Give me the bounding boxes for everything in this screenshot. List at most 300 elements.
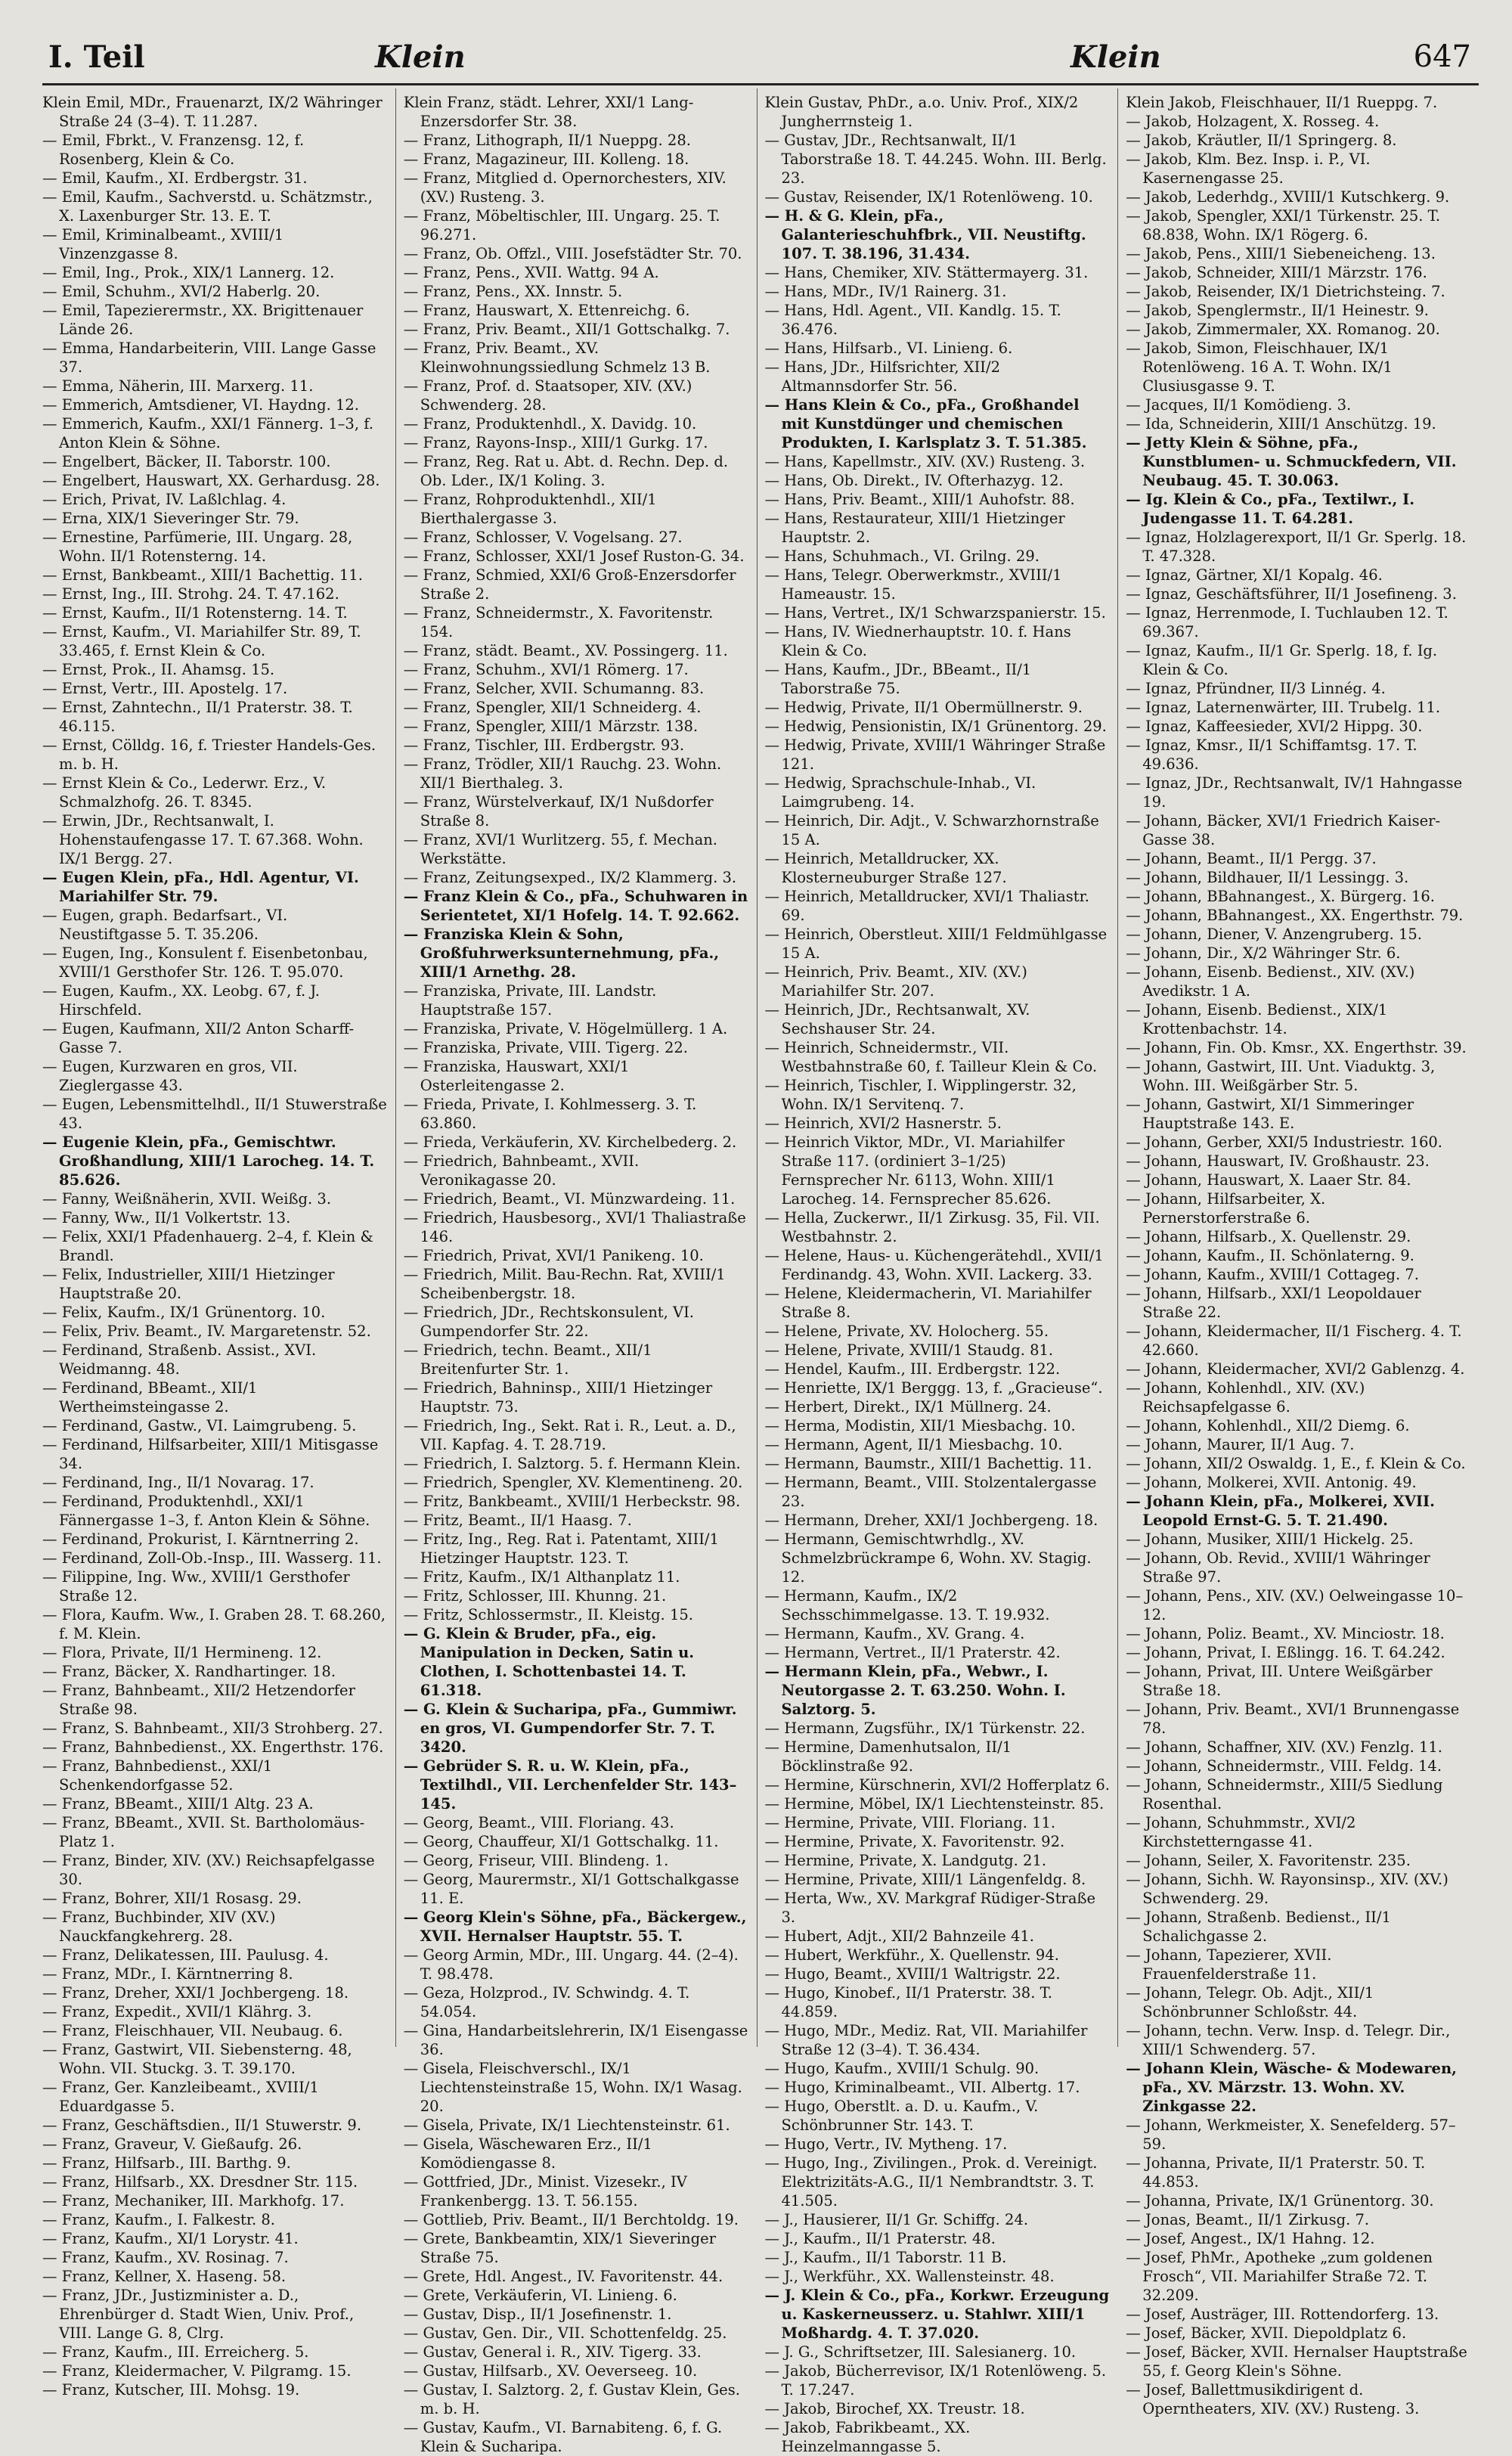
directory-entry: — Ferdinand, Prokurist, I. Kärntnerring 2. xyxy=(42,1530,359,1548)
directory-entry: — Franz, JDr., Justizminister a. D., Ehrenbürger d. Stadt Wien, Univ. Prof., VIII. Lange G. 8, Clrg. xyxy=(42,2287,355,2342)
directory-entry: — Engelbert, Bäcker, II. Taborstr. 100. xyxy=(42,453,331,470)
directory-entry: — Johann, Hauswart, X. Laaer Str. 84. xyxy=(1126,1171,1411,1189)
directory-entry: — Johann, Tapezierer, XVII. Frauenfelderstraße 11. xyxy=(1126,1946,1332,1983)
directory-entry: — Hermann, Baumstr., XIII/1 Bachettig. 11. xyxy=(764,1455,1092,1472)
directory-entry: — Helene, Private, XVIII/1 Staudg. 81. xyxy=(764,1341,1054,1359)
directory-entry: — Franz, Dreher, XXI/1 Jochbergeng. 18. xyxy=(42,1984,349,2002)
directory-entry: — Hugo, Kaufm., XVIII/1 Schulg. 90. xyxy=(764,2060,1040,2077)
directory-entry: — Geza, Holzprod., IV. Schwindg. 4. T. 54.054. xyxy=(403,1984,690,2020)
directory-entry: — Franz, Hilfsarb., XX. Dresdner Str. 115. xyxy=(42,2173,358,2191)
directory-entry: — Franz, Rohproduktenhdl., XII/1 Bierthalergasse 3. xyxy=(403,491,657,527)
directory-entry: — Friedrich, Bahninsp., XIII/1 Hietzinger Hauptstr. 73. xyxy=(403,1379,713,1416)
directory-entry: — Jakob, Spengler, XXI/1 Türkenstr. 25. T. 68.838, Wohn. IX/1 Rögerg. 6. xyxy=(1126,207,1441,243)
directory-entry: — Johann, Diener, V. Anzengruberg. 15. xyxy=(1126,926,1422,943)
directory-entry: — Erich, Privat, IV. Laßlchlag. 4. xyxy=(42,491,287,508)
directory-entry: — Hedwig, Private, II/1 Obermüllnerstr. 9. xyxy=(764,699,1083,716)
directory-entry: — Eugen, Ing., Konsulent f. Eisenbetonbau, XVIII/1 Gersthofer Str. 126. T. 95.070. xyxy=(42,944,368,981)
directory-entry: — Hugo, Ing., Zivilingen., Prok. d. Vereinigt. Elektrizitäts-A.G., II/1 Nembrandtstr. 3. T. 41.505. xyxy=(764,2154,1098,2209)
directory-entry: — Franz, BBeamt., XIII/1 Altg. 23 A. xyxy=(42,1795,314,1813)
directory-entry: — Ernst, Bankbeamt., XIII/1 Bachettig. 11. xyxy=(42,566,363,584)
directory-entry: — Ernestine, Parfümerie, III. Ungarg. 28, Wohn. II/1 Rotensterng. 14. xyxy=(42,529,353,565)
directory-entry: — Jakob, Fabrikbeamt., XX. Heinzelmanngasse 5. xyxy=(764,2419,971,2455)
directory-entry: — Erna, XIX/1 Sieveringer Str. 79. xyxy=(42,510,299,527)
directory-entry: — Hans Klein & Co., pFa., Großhandel mit Kunstdünger und chemischen Produkten, I. Karlsplatz 3. T. 51.385. xyxy=(764,396,1087,451)
directory-entry: — Jakob, Spenglermstr., II/1 Heinestr. 9. xyxy=(1126,302,1429,319)
directory-entry: — Johann, Werkmeister, X. Senefelderg. 57–59. xyxy=(1126,2116,1456,2153)
directory-entry: — Josef, Angest., IX/1 Hahng. 12. xyxy=(1126,2230,1375,2247)
directory-entry: — Frieda, Private, I. Kohlmesserg. 3. T. 63.860. xyxy=(403,1096,697,1132)
directory-entry: — Franz, Priv. Beamt., XV. Kleinwohnungssiedlung Schmelz 13 B. xyxy=(403,340,711,376)
directory-entry: Klein Emil, MDr., Frauenarzt, IX/2 Währinger Straße 24 (3–4). T. 11.287. xyxy=(42,94,383,130)
directory-entry: — Heinrich, Dir. Adjt., V. Schwarzhornstraße 15 A. xyxy=(764,812,1099,848)
directory-entry: — Franz, Schneidermstr., X. Favoritenstr. 154. xyxy=(403,604,714,640)
directory-entry: — Johann, Poliz. Beamt., XV. Minciostr. 18. xyxy=(1126,1625,1445,1642)
directory-entry: — Fanny, Weißnäherin, XVII. Weißg. 3. xyxy=(42,1190,332,1208)
column-2 xyxy=(395,88,757,2455)
directory-entry: — Hermann, Beamt., VIII. Stolzentalergasse 23. xyxy=(764,1474,1097,1510)
directory-entry: — Ferdinand, Gastw., VI. Laimgrubeng. 5. xyxy=(42,1417,357,1434)
directory-entry: — Johann, Eisenb. Bedienst., XIX/1 Krottenbachstr. 14. xyxy=(1126,1001,1388,1037)
directory-entry: — Hans, Kapellmstr., XIV. (XV.) Rusteng. 3. xyxy=(764,453,1086,470)
directory-entry: — Grete, Bankbeamtin, XIX/1 Sieveringer Straße 75. xyxy=(403,2230,716,2266)
directory-entry: — Hans, Restaurateur, XIII/1 Hietzinger Hauptstr. 2. xyxy=(764,510,1065,546)
directory-entry: — Ignaz, Kmsr., II/1 Schiffamtsg. 17. T. 49.636. xyxy=(1126,736,1418,773)
directory-entry: — Jakob, Lederhdg., XVIII/1 Kutschkerg. 9. xyxy=(1126,188,1450,206)
directory-entry: — Franziska, Private, III. Landstr. Hauptstraße 157. xyxy=(403,982,657,1019)
directory-entry: — Jetty Klein & Söhne, pFa., Kunstblumen- u. Schmuckfedern, VII. Neubaug. 45. T. 30.063. xyxy=(1126,434,1457,489)
directory-entry: — Johann, Schaffner, XIV. (XV.) Fenzlg. 11. xyxy=(1126,1738,1442,1756)
volume-label: I. Teil xyxy=(48,39,145,75)
directory-entry: — Ignaz, Laternenwärter, III. Trubelg. 11. xyxy=(1126,699,1441,716)
directory-entry: — Heinrich, Priv. Beamt., XIV. (XV.) Mariahilfer Str. 207. xyxy=(764,963,1027,1000)
directory-entry: — Fritz, Kaufm., IX/1 Althanplatz 11. xyxy=(403,1568,680,1586)
directory-entry: — Ernst, Ing., III. Strohg. 24. T. 47.162. xyxy=(42,585,339,603)
directory-entry: — Franz, Priv. Beamt., XII/1 Gottschalkg. 7. xyxy=(403,321,730,338)
directory-entry: — Johann, Telegr. Ob. Adjt., XII/1 Schönbrunner Schloßstr. 44. xyxy=(1126,1984,1374,2020)
directory-entry: — Ferdinand, BBeamt., XII/1 Wertheimsteingasse 2. xyxy=(42,1379,258,1416)
directory-entry: — Emil, Ing., Prok., XIX/1 Lannerg. 12. xyxy=(42,264,335,281)
directory-entry: — Heinrich, Tischler, I. Wipplingerstr. 32, Wohn. IX/1 Servitenq. 7. xyxy=(764,1077,1077,1113)
directory-entry: — J. G., Schriftsetzer, III. Salesianerg. 10. xyxy=(764,2343,1077,2361)
directory-entry: — Franz, Reg. Rat u. Abt. d. Rechn. Dep. d. Ob. Lder., IX/1 Koling. 3. xyxy=(403,453,729,489)
directory-entry: — Jakob, Schneider, XIII/1 Märzstr. 176. xyxy=(1126,264,1427,281)
directory-entry: — Felix, Industrieller, XIII/1 Hietzinger Hauptstraße 20. xyxy=(42,1266,335,1302)
directory-entry: — Franz, Schuhm., XVI/1 Römerg. 17. xyxy=(403,661,689,678)
directory-entry: — Franz, Würstelverkauf, IX/1 Nußdorfer Straße 8. xyxy=(403,793,714,830)
directory-entry: — Johann, Kleidermacher, XVI/2 Gablenzg. 4. xyxy=(1126,1360,1465,1378)
directory-entry: — J., Kaufm., II/1 Praterstr. 48. xyxy=(764,2230,996,2247)
directory-entry: — Jakob, Bücherrevisor, IX/1 Rotenlöweng. 5. T. 17.247. xyxy=(764,2362,1107,2399)
directory-entry: — Johann, Beamt., II/1 Pergg. 37. xyxy=(1126,850,1377,867)
directory-entry: — Hubert, Werkführ., X. Quellenstr. 94. xyxy=(764,1946,1059,1964)
directory-entry: — Friedrich, Hausbesorg., XVI/1 Thaliastraße 146. xyxy=(403,1209,746,1245)
directory-entry: — Johann, Schneidermstr., XIII/5 Siedlung Rosenthal. xyxy=(1126,1776,1443,1813)
directory-entry: — Hans, Telegr. Oberwerkmstr., XVIII/1 Hameaustr. 15. xyxy=(764,566,1062,603)
directory-entry: — Emil, Schuhm., XVI/2 Haberlg. 20. xyxy=(42,283,321,300)
directory-entry: — Johann, Kaufm., XVIII/1 Cottageg. 7. xyxy=(1126,1266,1419,1283)
directory-entry: — Jakob, Simon, Fleischhauer, IX/1 Rotenlöweng. 16 A. T. Wohn. IX/1 Clusiusgasse 9. T. xyxy=(1126,340,1393,395)
directory-entry: — Johann, Seiler, X. Favoritenstr. 235. xyxy=(1126,1852,1411,1869)
directory-entry: — Gustav, General i. R., XIV. Tigerg. 33. xyxy=(403,2343,702,2361)
running-head-left: Klein xyxy=(375,39,466,75)
directory-entry: — Fritz, Beamt., II/1 Haasg. 7. xyxy=(403,1512,632,1529)
directory-entry: — Fritz, Schlossermstr., II. Kleistg. 15. xyxy=(403,1606,693,1623)
directory-entry: — Ignaz, Herrenmode, I. Tuchlauben 12. T. 69.367. xyxy=(1126,604,1448,640)
directory-entry: — Hedwig, Sprachschule-Inhab., VI. Laimgrubeng. 14. xyxy=(764,774,1036,811)
directory-entry: — Ernst, Vertr., III. Apostelg. 17. xyxy=(42,680,288,697)
directory-entry: — Franz, Pens., XX. Innstr. 5. xyxy=(403,283,623,300)
directory-entry: — Johann, Hauswart, IV. Großhaustr. 23. xyxy=(1126,1152,1430,1170)
directory-entry: — Hans, JDr., Hilfsrichter, XII/2 Altmannsdorfer Str. 56. xyxy=(764,358,1000,395)
directory-entry: — Johann, Schuhmmstr., XVI/2 Kirchstetterngasse 41. xyxy=(1126,1814,1356,1850)
column-4 xyxy=(1117,88,1479,2417)
directory-entry: — Franz, Ob. Offzl., VIII. Josefstädter Str. 70. xyxy=(403,245,742,262)
directory-entry: — Eugenie Klein, pFa., Gemischtwr. Großhandlung, XIII/1 Larocheg. 14. T. 85.626. xyxy=(42,1133,375,1189)
directory-entry: — Ignaz, Kaufm., II/1 Gr. Sperlg. 18, f. Ig. Klein & Co. xyxy=(1126,642,1438,678)
directory-entry: — Franz, Pens., XVII. Wattg. 94 A. xyxy=(403,264,659,281)
directory-entry: — Emmerich, Kaufm., XXI/1 Fännerg. 1–3, f. Anton Klein & Söhne. xyxy=(42,415,373,451)
directory-columns xyxy=(42,88,1479,2455)
directory-entry: — Gustav, Disp., II/1 Josefinenstr. 1. xyxy=(403,2306,672,2323)
directory-entry: — Ernst Klein & Co., Lederwr. Erz., V. Schmalzhofg. 26. T. 8345. xyxy=(42,774,327,811)
directory-entry: — Johann, Kohlenhdl., XIV. (XV.) Reichsapfelgasse 6. xyxy=(1126,1379,1365,1416)
directory-entry: — Hans, Priv. Beamt., XIII/1 Auhofstr. 88. xyxy=(764,491,1075,508)
directory-entry: — Ignaz, Gärtner, XI/1 Kopalg. 46. xyxy=(1126,566,1383,584)
directory-entry: — Hans, MDr., IV/1 Rainerg. 31. xyxy=(764,283,1007,300)
directory-entry: — Johann, Hilfsarbeiter, X. Pernerstorferstraße 6. xyxy=(1126,1190,1326,1226)
directory-entry: — Friedrich, Spengler, XV. Klementineng. 20. xyxy=(403,1474,743,1491)
directory-entry: — Franz, Tischler, III. Erdbergstr. 93. xyxy=(403,736,685,754)
directory-entry: — H. & G. Klein, pFa., Galanterieschuhfbrk., VII. Neustiftg. 107. T. 38.196, 31.434. xyxy=(764,207,1086,262)
directory-entry: — Hermine, Damenhutsalon, II/1 Böcklinstraße 92. xyxy=(764,1738,1012,1775)
directory-entry: — Hugo, MDr., Mediz. Rat, VII. Mariahilfer Straße 12 (3–4). T. 36.434. xyxy=(764,2022,1088,2058)
directory-entry: — Hedwig, Pensionistin, IX/1 Grünentorg. 29. xyxy=(764,718,1107,735)
directory-entry: — Henriette, IX/1 Berggg. 13, f. „Gracieuse“. xyxy=(764,1379,1103,1397)
directory-entry: — Fanny, Ww., II/1 Volkertstr. 13. xyxy=(42,1209,291,1226)
directory-entry: — Frieda, Verkäuferin, XV. Kirchelbederg. 2. xyxy=(403,1133,737,1151)
directory-entry: — Jakob, Zimmermaler, XX. Romanog. 20. xyxy=(1126,321,1440,338)
directory-entry: — Johann, Gastwirt, III. Unt. Viaduktg. 3, Wohn. III. Weißgärber Str. 5. xyxy=(1126,1058,1436,1094)
directory-entry: — Heinrich, XVI/2 Hasnerstr. 5. xyxy=(764,1115,1002,1132)
directory-entry: — Hugo, Beamt., XVIII/1 Waltrigstr. 22. xyxy=(764,1965,1061,1983)
directory-entry: — Ignaz, Geschäftsführer, II/1 Josefineng. 3. xyxy=(1126,585,1457,603)
directory-entry: — Franz, BBeamt., XVII. St. Bartholomäus-Platz 1. xyxy=(42,1814,365,1850)
directory-entry: — Erwin, JDr., Rechtsanwalt, I. Hohenstaufengasse 17. T. 67.368. Wohn. IX/1 Bergg. 27. xyxy=(42,812,364,867)
directory-entry: — Hans, Vertret., IX/1 Schwarzspanierstr. 15. xyxy=(764,604,1106,622)
directory-entry: — Jakob, Birochef, XX. Treustr. 18. xyxy=(764,2400,1025,2417)
directory-entry: — Franz, Bahnbedienst., XX. Engerthstr. 176. xyxy=(42,1738,384,1756)
directory-entry: — Emma, Näherin, III. Marxerg. 11. xyxy=(42,377,314,395)
directory-entry: — Eugen, Kaufmann, XII/2 Anton Scharff-Gasse 7. xyxy=(42,1020,355,1056)
directory-entry: — Gustav, Hilfsarb., XV. Oeverseeg. 10. xyxy=(403,2362,698,2380)
directory-entry: — Gustav, Reisender, IX/1 Rotenlöweng. 10. xyxy=(764,188,1093,206)
directory-entry: — Ferdinand, Hilfsarbeiter, XIII/1 Mitisgasse 34. xyxy=(42,1436,379,1472)
directory-entry: — Johann, Pens., XIV. (XV.) Oelweingasse 10–12. xyxy=(1126,1587,1464,1623)
directory-entry: — Franz, Graveur, V. Gießaufg. 26. xyxy=(42,2135,302,2153)
directory-entry: — Ferdinand, Produktenhdl., XXI/1 Fännergasse 1–3, f. Anton Klein & Söhne. xyxy=(42,1493,370,1529)
directory-entry: — G. Klein & Sucharipa, pFa., Gummiwr. en gros, VI. Gumpendorfer Str. 7. T. 3420. xyxy=(403,1701,737,1756)
directory-entry: — Hermann, Kaufm., IX/2 Sechsschimmelgasse. 13. T. 19.932. xyxy=(764,1587,1050,1623)
directory-entry: — Ignaz, Kaffeesieder, XVI/2 Hippg. 30. xyxy=(1126,718,1423,735)
directory-entry: — Johann, Maurer, II/1 Aug. 7. xyxy=(1126,1436,1355,1453)
directory-entry: — Georg, Maurermstr., XI/1 Gottschalkgasse 11. E. xyxy=(403,1871,739,1907)
directory-entry: — Flora, Private, II/1 Hermineng. 12. xyxy=(42,1644,322,1661)
directory-entry: — Franz, Lithograph, II/1 Nueppg. 28. xyxy=(403,132,691,149)
directory-entry: — Hans, Schuhmach., VI. Grilng. 29. xyxy=(764,547,1040,565)
directory-entry: — Hermann, Kaufm., XV. Grang. 4. xyxy=(764,1625,1025,1642)
directory-entry: — Franz, Hilfsarb., III. Barthg. 9. xyxy=(42,2154,291,2172)
directory-entry: — Hugo, Kinobef., II/1 Praterstr. 38. T. 44.859. xyxy=(764,1984,1052,2020)
directory-entry: — Ig. Klein & Co., pFa., Textilwr., I. Judengasse 11. T. 64.281. xyxy=(1126,491,1415,527)
directory-entry: — Gisela, Wäschewaren Erz., II/1 Komödiengasse 8. xyxy=(403,2135,652,2172)
directory-entry: — Franz, Mitglied d. Opernorchesters, XIV. (XV.) Rusteng. 3. xyxy=(403,169,727,206)
directory-entry: — Franz, Trödler, XII/1 Rauchg. 23. Wohn. XII/1 Bierthaleg. 3. xyxy=(403,755,722,792)
directory-entry: — Franz, Kellner, X. Haseng. 58. xyxy=(42,2268,287,2285)
directory-entry: — Herbert, Direkt., IX/1 Müllnerg. 24. xyxy=(764,1398,1052,1416)
directory-entry: — Eugen Klein, pFa., Hdl. Agentur, VI. Mariahilfer Str. 79. xyxy=(42,869,359,905)
directory-entry: — Gustav, Kaufm., VI. Barnabiteng. 6, f. G. Klein & Sucharipa. xyxy=(403,2419,723,2455)
directory-entry: — Johanna, Private, II/1 Praterstr. 50. T. 44.853. xyxy=(1126,2154,1426,2191)
directory-entry: — Grete, Hdl. Angest., IV. Favoritenstr. 44. xyxy=(403,2268,723,2285)
directory-entry: — Ignaz, Holzlagerexport, II/1 Gr. Sperlg. 18. T. 47.328. xyxy=(1126,529,1467,565)
directory-entry: — Josef, Austräger, III. Rottendorferg. 13. xyxy=(1126,2306,1439,2323)
directory-entry: — Johann, XII/2 Oswaldg. 1, E., f. Klein & Co. xyxy=(1126,1455,1466,1472)
directory-entry: — Heinrich, Oberstleut. XIII/1 Feldmühlgasse 15 A. xyxy=(764,926,1108,962)
directory-entry: — Franz, Kleidermacher, V. Pilgramg. 15. xyxy=(42,2362,352,2380)
directory-entry: — Hermine, Private, VIII. Floriang. 11. xyxy=(764,1814,1056,1831)
directory-entry: — Friedrich, Beamt., VI. Münzwardeing. 11. xyxy=(403,1190,736,1208)
directory-entry: — Gebrüder S. R. u. W. Klein, pFa., Textilhdl., VII. Lerchenfelder Str. 143–145. xyxy=(403,1757,737,1813)
directory-entry: — Friedrich, Milit. Bau-Rechn. Rat, XVIII/1 Scheibenbergstr. 18. xyxy=(403,1266,726,1302)
directory-entry: — Gisela, Fleischverschl., IX/1 Liechtensteinstraße 15, Wohn. IX/1 Wasag. 20. xyxy=(403,2060,742,2115)
page-header xyxy=(42,30,1479,85)
directory-entry: — Hans, Ob. Direkt., IV. Ofterhazyg. 12. xyxy=(764,472,1064,489)
directory-entry: — Hermann, Zugsführ., IX/1 Türkenstr. 22. xyxy=(764,1720,1086,1737)
directory-entry: — Hermine, Möbel, IX/1 Liechtensteinstr. 85. xyxy=(764,1795,1105,1813)
directory-entry: — Helene, Private, XV. Holocherg. 55. xyxy=(764,1323,1049,1340)
directory-entry: — Grete, Verkäuferin, VI. Linieng. 6. xyxy=(403,2287,677,2304)
directory-entry: — Ernst, Cölldg. 16, f. Triester Handels-Ges. m. b. H. xyxy=(42,736,376,773)
directory-entry: — Jakob, Klm. Bez. Insp. i. P., VI. Kasernengasse 25. xyxy=(1126,150,1371,187)
directory-entry: — Franz, Selcher, XVII. Schumanng. 83. xyxy=(403,680,705,697)
directory-entry: — Felix, XXI/1 Pfadenhauerg. 2–4, f. Klein & Brandl. xyxy=(42,1228,373,1264)
directory-entry: — Johann, BBahnangest., X. Bürgerg. 16. xyxy=(1126,888,1435,905)
directory-entry: — Johann, Molkerei, XVII. Antonig. 49. xyxy=(1126,1474,1417,1491)
directory-entry: — Johann, Ob. Revid., XVIII/1 Währinger Straße 97. xyxy=(1126,1549,1430,1586)
directory-entry: — Franz, Produktenhdl., X. Davidg. 10. xyxy=(403,415,697,433)
page-number: 647 xyxy=(1413,39,1471,74)
directory-entry: — Jakob, Reisender, IX/1 Dietrichsteing. 7. xyxy=(1126,283,1445,300)
directory-entry: — Filippine, Ing. Ww., XVIII/1 Gersthofer Straße 12. xyxy=(42,1568,350,1605)
directory-entry: — Franz, Schmied, XXI/6 Groß-Enzersdorfer Straße 2. xyxy=(403,566,736,603)
directory-entry: — Gottlieb, Priv. Beamt., II/1 Berchtoldg. 19. xyxy=(403,2211,739,2228)
directory-entry: — Hermine, Private, XIII/1 Längenfeldg. 8. xyxy=(764,1871,1086,1888)
directory-entry: — Franziska, Private, VIII. Tigerg. 22. xyxy=(403,1039,689,1056)
column-1 xyxy=(42,88,395,2399)
directory-entry: — Franz, Kaufm., I. Falkestr. 8. xyxy=(42,2211,276,2228)
directory-entry: — Franz, Kaufm., XV. Rosinag. 7. xyxy=(42,2249,289,2266)
directory-entry: — Hermine, Kürschnerin, XVI/2 Hofferplatz 6. xyxy=(764,1776,1110,1794)
directory-entry: — Ernst, Kaufm., II/1 Rotensterng. 14. T. xyxy=(42,604,348,622)
directory-entry: — Fritz, Bankbeamt., XVIII/1 Herbeckstr. 98. xyxy=(403,1493,741,1510)
directory-entry: — Franz, Rayons-Insp., XIII/1 Gurkg. 17. xyxy=(403,434,708,451)
directory-entry: — Franz, Kaufm., XI/1 Lorystr. 41. xyxy=(42,2230,299,2247)
directory-entry: — Johann, Hilfsarb., X. Quellenstr. 29. xyxy=(1126,1228,1411,1245)
directory-entry: — J., Kaufm., II/1 Taborstr. 11 B. xyxy=(764,2249,1007,2266)
directory-entry: — Heinrich, Metalldrucker, XVI/1 Thaliastr. 69. xyxy=(764,888,1089,924)
column-3 xyxy=(757,88,1118,2455)
directory-entry: — G. Klein & Bruder, pFa., eig. Manipulation in Decken, Satin u. Clothen, I. Schottenbastei 14. T. 61.318. xyxy=(403,1625,695,1699)
directory-entry: — Eugen, graph. Bedarfsart., VI. Neustiftgasse 5. T. 35.206. xyxy=(42,907,288,943)
directory-entry: — Helene, Kleidermacherin, VI. Mariahilfer Straße 8. xyxy=(764,1285,1092,1321)
directory-entry: — Jonas, Beamt., II/1 Zirkusg. 7. xyxy=(1126,2211,1370,2228)
directory-entry: — Emmerich, Amtsdiener, VI. Haydng. 12. xyxy=(42,396,360,414)
directory-entry: — Jakob, Holzagent, X. Rosseg. 4. xyxy=(1126,113,1380,130)
directory-entry: — Emil, Tapezierermstr., XX. Brigittenauer Lände 26. xyxy=(42,302,364,338)
directory-entry: — Gustav, Gen. Dir., VII. Schottenfeldg. 25. xyxy=(403,2324,727,2342)
directory-entry: — Heinrich, Metalldrucker, XX. Klosterneuburger Straße 127. xyxy=(764,850,1007,886)
directory-entry: — Franz, Zeitungsexped., IX/2 Klammerg. 3. xyxy=(403,869,737,886)
directory-entry: — Johann, Gerber, XXI/5 Industriestr. 160. xyxy=(1126,1133,1442,1151)
directory-entry: — Friedrich, I. Salztorg. 5. f. Hermann Klein. xyxy=(403,1455,741,1472)
directory-entry: — Jacques, II/1 Komödieng. 3. xyxy=(1126,396,1352,414)
directory-entry: — Hugo, Kriminalbeamt., VII. Albertg. 17. xyxy=(764,2079,1080,2096)
directory-entry: — Herma, Modistin, XII/1 Miesbachg. 10. xyxy=(764,1417,1076,1434)
directory-entry: — Johann, Bäcker, XVI/1 Friedrich Kaiser-Gasse 38. xyxy=(1126,812,1441,848)
directory-entry: — Gustav, I. Salztorg. 2, f. Gustav Klein, Ges. m. b. H. xyxy=(403,2381,740,2417)
directory-entry: — Franz, S. Bahnbeamt., XII/3 Strohberg. 27. xyxy=(42,1720,383,1737)
directory-entry: — Eugen, Kurzwaren en gros, VII. Zieglergasse 43. xyxy=(42,1058,298,1094)
directory-entry: — Emil, Kaufm., XI. Erdbergstr. 31. xyxy=(42,169,308,187)
directory-entry: — Hella, Zuckerwr., II/1 Zirkusg. 35, Fil. VII. Westbahnstr. 2. xyxy=(764,1209,1100,1245)
directory-entry: — Josef, Bäcker, XVII. Diepoldplatz 6. xyxy=(1126,2324,1407,2342)
directory-entry: Klein Franz, städt. Lehrer, XXI/1 Lang-Enzersdorfer Str. 38. xyxy=(403,94,694,130)
directory-entry: — Franz, Expedit., XVII/1 Klährg. 3. xyxy=(42,2003,312,2020)
directory-entry: — Eugen, Lebensmittelhdl., II/1 Stuwerstraße 43. xyxy=(42,1096,387,1132)
directory-entry: — Franz, Gastwirt, VII. Siebensterng. 48, Wohn. VII. Stuckg. 3. T. 39.170. xyxy=(42,2041,352,2077)
directory-entry: — Josef, Bäcker, XVII. Hernalser Hauptstraße 55, f. Georg Klein's Söhne. xyxy=(1126,2343,1467,2380)
directory-entry: — J., Werkführ., XX. Wallensteinstr. 48. xyxy=(764,2268,1055,2285)
directory-entry: — Johann, Fin. Ob. Kmsr., XX. Engerthstr. 39. xyxy=(1126,1039,1467,1056)
directory-entry: — Johann, Eisenb. Bedienst., XIV. (XV.) Avedikstr. 1 A. xyxy=(1126,963,1415,1000)
directory-entry: — Franz, städt. Beamt., XV. Possingerg. 11. xyxy=(403,642,728,659)
directory-entry: — Johann, Gastwirt, XI/1 Simmeringer Hauptstraße 143. E. xyxy=(1126,1096,1414,1132)
directory-entry: — Franz Klein & Co., pFa., Schuhwaren in Serientetet, XI/1 Hofelg. 14. T. 92.662. xyxy=(403,888,748,924)
directory-entry: — Flora, Kaufm. Ww., I. Graben 28. T. 68.260, f. M. Klein. xyxy=(42,1606,386,1642)
directory-entry: — Ferdinand, Straßenb. Assist., XVI. Weidmanng. 48. xyxy=(42,1341,317,1378)
directory-entry: — Friedrich, Privat, XVI/1 Panikeng. 10. xyxy=(403,1247,704,1264)
directory-entry: — Eugen, Kaufm., XX. Leobg. 67, f. J. Hirschfeld. xyxy=(42,982,320,1019)
directory-entry: — Johann, Bildhauer, II/1 Lessingg. 3. xyxy=(1126,869,1409,886)
directory-entry: — Franz, Bohrer, XII/1 Rosasg. 29. xyxy=(42,1890,302,1907)
directory-entry: — Emil, Kaufm., Sachverstd. u. Schätzmstr., X. Laxenburger Str. 13. E. T. xyxy=(42,188,373,225)
directory-entry: — Johann, Schneidermstr., VIII. Feldg. 14. xyxy=(1126,1757,1442,1775)
directory-entry: — Hugo, Oberstlt. a. D. u. Kaufm., V. Schönbrunner Str. 143. T. xyxy=(764,2098,1039,2134)
directory-entry: — Franziska Klein & Sohn, Großfuhrwerksunternehmung, pFa., XIII/1 Arnethg. 28. xyxy=(403,926,720,981)
directory-entry: — Georg, Beamt., VIII. Floriang. 43. xyxy=(403,1814,674,1831)
directory-entry: — Johann Klein, pFa., Molkerei, XVII. Leopold Ernst-G. 5. T. 21.490. xyxy=(1126,1493,1435,1529)
directory-entry: — Georg Armin, MDr., III. Ungarg. 44. (2–4). T. 98.478. xyxy=(403,1946,739,1983)
directory-entry: — Heinrich, Schneidermstr., VII. Westbahnstraße 60, f. Tailleur Klein & Co. xyxy=(764,1039,1098,1075)
directory-entry: — Johann, Privat, I. Eßlingg. 16. T. 64.242. xyxy=(1126,1644,1445,1661)
directory-entry: — Hermine, Private, X. Landgutg. 21. xyxy=(764,1852,1047,1869)
directory-entry: — Johanna, Private, IX/1 Grünentorg. 30. xyxy=(1126,2192,1434,2209)
directory-entry: — Georg, Chauffeur, XI/1 Gottschalkg. 11. xyxy=(403,1833,719,1850)
directory-entry: — Gina, Handarbeitslehrerin, IX/1 Eisengasse 36. xyxy=(403,2022,748,2058)
directory-entry: — Ferdinand, Ing., II/1 Novarag. 17. xyxy=(42,1474,314,1491)
directory-entry: — Franz, Ger. Kanzleibeamt., XVIII/1 Eduardgasse 5. xyxy=(42,2079,319,2115)
directory-entry: — Fritz, Schlosser, III. Khunng. 21. xyxy=(403,1587,667,1605)
directory-entry: — Franz, Fleischhauer, VII. Neubaug. 6. xyxy=(42,2022,343,2039)
directory-entry: Klein Jakob, Fleischhauer, II/1 Rueppg. 7. xyxy=(1126,94,1438,111)
directory-entry: — Hedwig, Private, XVIII/1 Währinger Straße 121. xyxy=(764,736,1106,773)
directory-entry: — Emil, Fbrkt., V. Franzensg. 12, f. Rosenberg, Klein & Co. xyxy=(42,132,305,168)
directory-entry: — J. Klein & Co., pFa., Korkwr. Erzeugung u. Kaskerneusserz. u. Stahlwr. XIII/1 Moßhardg. 4. T. 37.020. xyxy=(764,2287,1110,2342)
directory-entry: — Johann, BBahnangest., XX. Engerthstr. 79. xyxy=(1126,907,1464,924)
directory-entry: — Ignaz, Pfründner, II/3 Linnég. 4. xyxy=(1126,680,1386,697)
directory-entry: — Georg Klein's Söhne, pFa., Bäckergew., XVII. Hernalser Hauptstr. 55. T. xyxy=(403,1909,747,1945)
running-head-right: Klein xyxy=(1070,39,1161,75)
directory-entry: — Johann, Kleidermacher, II/1 Fischerg. 4. T. 42.660. xyxy=(1126,1323,1462,1359)
directory-entry: — Friedrich, techn. Beamt., XII/1 Breitenfurter Str. 1. xyxy=(403,1341,652,1378)
directory-entry: — Franziska, Hauswart, XXI/1 Osterleitengasse 2. xyxy=(403,1058,630,1094)
directory-entry: — Jakob, Pens., XIII/1 Siebeneicheng. 13. xyxy=(1126,245,1436,262)
directory-entry: — Gustav, JDr., Rechtsanwalt, II/1 Taborstraße 18. T. 44.245. Wohn. III. Berlg. 23. xyxy=(764,132,1107,187)
directory-entry: — Johann, Privat, III. Untere Weißgärber Straße 18. xyxy=(1126,1663,1433,1699)
directory-entry: — Felix, Kaufm., IX/1 Grünentorg. 10. xyxy=(42,1304,326,1321)
directory-entry: — Hugo, Vertr., IV. Mytheng. 17. xyxy=(764,2135,1008,2153)
directory-entry: — Josef, Ballettmusikdirigent d. Operntheaters, XIV. (XV.) Rusteng. 3. xyxy=(1126,2381,1420,2417)
directory-entry: — Franz, Spengler, XIII/1 Märzstr. 138. xyxy=(403,718,699,735)
directory-entry: — Heinrich, JDr., Rechtsanwalt, XV. Sechshauser Str. 24. xyxy=(764,1001,1030,1037)
directory-entry: — Ignaz, JDr., Rechtsanwalt, IV/1 Hahngasse 19. xyxy=(1126,774,1463,811)
directory-entry: — Franz, Kaufm., III. Erreicherg. 5. xyxy=(42,2343,309,2361)
directory-entry: — Hermann, Gemischtwrhdlg., XV. Schmelzbrückrampe 6, Wohn. XV. Stagig. 12. xyxy=(764,1530,1092,1586)
directory-entry: — Friedrich, Ing., Sekt. Rat i. R., Leut. a. D., VII. Kapfag. 4. T. 28.719. xyxy=(403,1417,736,1453)
directory-entry: — Johann, Kohlenhdl., XII/2 Diemg. 6. xyxy=(1126,1417,1410,1434)
directory-entry: — Franz, Geschäftsdien., II/1 Stuwerstr. 9. xyxy=(42,2116,362,2134)
directory-entry: — Franz, Prof. d. Staatsoper, XIV. (XV.) Schwenderg. 28. xyxy=(403,377,692,414)
directory-entry: — Franz, Magazineur, III. Kolleng. 18. xyxy=(403,150,689,168)
directory-entry: — Helene, Haus- u. Küchengerätehdl., XVII/1 Ferdinandg. 43, Wohn. XVII. Lackerg. 33. xyxy=(764,1247,1104,1283)
directory-entry: — Franz, Spengler, XII/1 Schneiderg. 4. xyxy=(403,699,702,716)
directory-entry: — Franz, MDr., I. Kärntnerring 8. xyxy=(42,1965,293,1983)
directory-entry: — Franz, Schlosser, XXI/1 Josef Ruston-G. 34. xyxy=(403,547,745,565)
directory-entry: — Hermann Klein, pFa., Webwr., I. Neutorgasse 2. T. 63.250. Wohn. I. Salztorg. 5. xyxy=(764,1663,1066,1718)
directory-entry: — Johann, Sichh. W. Rayonsinsp., XIV. (XV.) Schwenderg. 29. xyxy=(1126,1871,1448,1907)
directory-entry: — Franz, Kutscher, III. Mohsg. 19. xyxy=(42,2381,300,2399)
directory-entry: — Hubert, Adjt., XII/2 Bahnzeile 41. xyxy=(764,1927,1034,1945)
directory-entry: — Franziska, Private, V. Högelmüllerg. 1 A. xyxy=(403,1020,728,1037)
directory-entry: — Hermann, Agent, II/1 Miesbachg. 10. xyxy=(764,1436,1063,1453)
directory-entry: — Engelbert, Hauswart, XX. Gerhardusg. 28. xyxy=(42,472,380,489)
directory-entry: — Ernst, Kaufm., VI. Mariahilfer Str. 89, T. 33.465, f. Ernst Klein & Co. xyxy=(42,623,361,659)
directory-entry: — Gottfried, JDr., Minist. Vizesekr., IV Frankenbergg. 13. T. 56.155. xyxy=(403,2173,687,2209)
directory-entry: — J., Hausierer, II/1 Gr. Schiffg. 24. xyxy=(764,2211,1029,2228)
directory-entry: — Ida, Schneiderin, XIII/1 Anschützg. 19. xyxy=(1126,415,1436,433)
directory-entry: — Hans, Kaufm., JDr., BBeamt., II/1 Taborstraße 75. xyxy=(764,661,1032,697)
directory-entry: — Hans, Chemiker, XIV. Stättermayerg. 31. xyxy=(764,264,1089,281)
directory-entry: — Hendel, Kaufm., III. Erdbergstr. 122. xyxy=(764,1360,1061,1378)
directory-entry: — Ernst, Zahntechn., II/1 Praterstr. 38. T. 46.115. xyxy=(42,699,353,735)
directory-entry: — Johann, techn. Verw. Insp. d. Telegr. Dir., XIII/1 Schwenderg. 57. xyxy=(1126,2022,1451,2058)
directory-entry: — Gisela, Private, IX/1 Liechtensteinstr. 61. xyxy=(403,2116,730,2134)
directory-entry: — Johann, Priv. Beamt., XVI/1 Brunnengasse 78. xyxy=(1126,1701,1460,1737)
directory-entry: — Franz, XVI/1 Wurlitzerg. 55, f. Mechan. Werkstätte. xyxy=(403,831,717,867)
directory-entry: — Herta, Ww., XV. Markgraf Rüdiger-Straße 3. xyxy=(764,1890,1096,1926)
directory-entry: — Johann, Dir., X/2 Währinger Str. 6. xyxy=(1126,944,1401,962)
directory-entry: — Johann, Hilfsarb., XXI/1 Leopoldauer Straße 22. xyxy=(1126,1285,1421,1321)
